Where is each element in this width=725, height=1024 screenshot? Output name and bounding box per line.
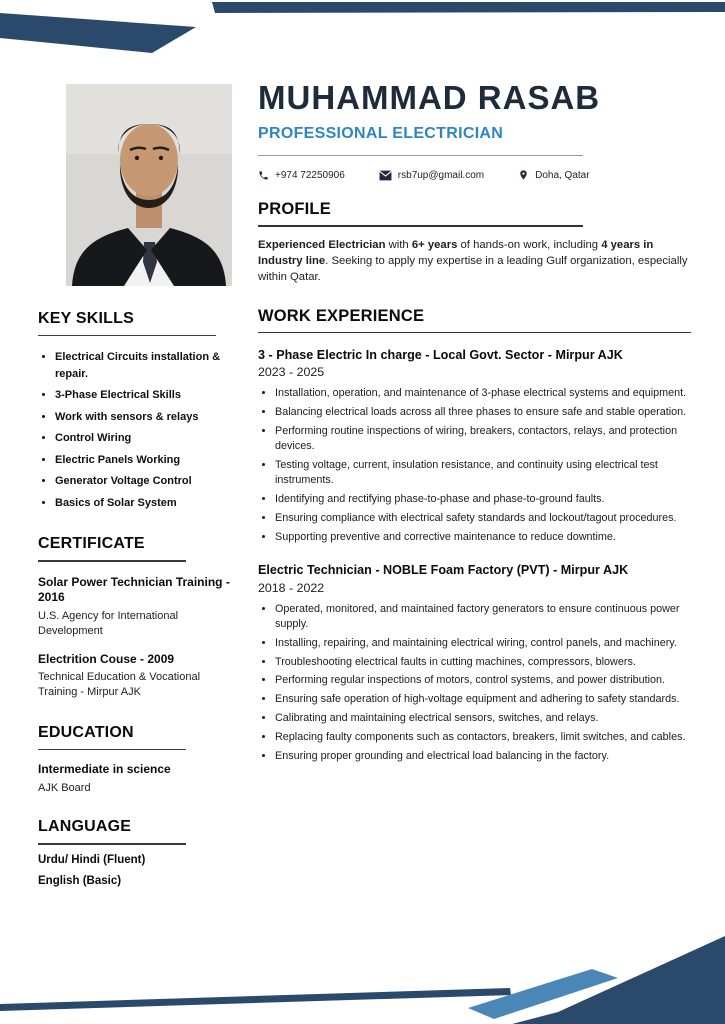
profile-bold-segment: Experienced Electrician xyxy=(258,238,386,251)
profile-bold-segment: 4 years in Industry line xyxy=(258,238,654,267)
skill-item: • Generator Voltage Control xyxy=(55,473,236,490)
job-title: 3 - Phase Electric In charge - Local Govt. Sector - Mirpur AJK xyxy=(258,347,623,362)
skill-item: • Work with sensors & relays xyxy=(55,409,236,426)
job-bullet: • Installation, operation, and maintenance of 3-phase electrical systems and equipment. xyxy=(275,386,694,401)
job-entry xyxy=(258,562,694,764)
header-divider xyxy=(258,155,583,156)
profile-photo xyxy=(66,84,232,286)
certificate-title: Solar Power Technician Training - 2016 xyxy=(38,574,230,605)
key-skills-section xyxy=(38,310,236,511)
certificate-issuer: U.S. Agency for International Development xyxy=(38,609,179,637)
bottom-corner-decoration xyxy=(0,924,725,1024)
top-corner-decoration xyxy=(0,0,725,60)
profile-segment: with xyxy=(385,238,412,251)
phone-icon xyxy=(258,170,269,181)
location-pin-icon xyxy=(518,169,529,181)
job-bullet: • Installing, repairing, and maintaining electrical wiring, control panels, and machinery. xyxy=(275,636,694,651)
job-bullet-list xyxy=(275,386,694,545)
job-bullet: • Performing routine inspections of wiring, breakers, contactors, relays, and protection devices. xyxy=(275,424,694,455)
professional-title: PROFESSIONAL ELECTRICIAN xyxy=(258,125,504,143)
language-section xyxy=(38,818,236,886)
profile-segment: of hands-on work, including xyxy=(457,238,602,251)
job-dates: 2023 - 2025 xyxy=(258,365,325,380)
job-bullet-list xyxy=(275,602,694,764)
language-item: English (Basic) xyxy=(38,874,122,887)
certificate-entry xyxy=(38,652,236,700)
certificate-title: Electrition Couse - 2009 xyxy=(38,651,175,666)
job-bullet: • Supporting preventive and corrective maintenance to reduce downtime. xyxy=(275,530,694,545)
section-divider xyxy=(38,843,186,844)
job-bullet: • Calibrating and maintaining electrical sensors, switches, and relays. xyxy=(275,711,694,726)
section-divider xyxy=(258,225,583,226)
language-heading: LANGUAGE xyxy=(38,818,132,836)
email-icon xyxy=(379,170,392,181)
profile-bold-segment: 6+ years xyxy=(411,238,458,251)
bottom-line xyxy=(0,988,511,1011)
profile-section xyxy=(258,200,694,284)
profile-heading: PROFILE xyxy=(258,200,331,219)
language-item: Urdu/ Hindi (Fluent) xyxy=(38,853,146,866)
profile-segment: . Seeking to apply my expertise in a leading Gulf organization, especially within Qatar. xyxy=(258,254,688,283)
certificate-issuer: Technical Education & Vocational Training - Mirpur AJK xyxy=(38,671,201,699)
skill-item: • Electrical Circuits installation & repair. xyxy=(55,349,236,382)
job-bullet: • Operated, monitored, and maintained factory generators to ensure continuous power supply. xyxy=(275,602,694,633)
key-skills-heading: KEY SKILLS xyxy=(38,310,134,327)
job-bullet: • Ensuring compliance with electrical safety standards and lockout/tagout procedures. xyxy=(275,511,694,526)
education-board: AJK Board xyxy=(38,782,91,795)
job-bullet: • Ensuring safe operation of high-voltage equipment and adhering to safety standards. xyxy=(275,692,694,707)
job-bullet: • Troubleshooting electrical faults in cutting machines, compressors, blowers. xyxy=(275,655,694,670)
section-divider xyxy=(258,332,691,333)
work-experience-section xyxy=(258,307,694,764)
job-title: Electric Technician - NOBLE Foam Factory (PVT) - Mirpur AJK xyxy=(258,563,629,578)
work-experience-heading: WORK EXPERIENCE xyxy=(258,306,425,325)
skill-item: • Control Wiring xyxy=(55,430,236,447)
contact-location-text: Doha, Qatar xyxy=(535,169,590,181)
contact-row xyxy=(258,169,694,181)
job-bullet: • Ensuring proper grounding and electrical load balancing in the factory. xyxy=(275,749,694,764)
section-divider xyxy=(38,560,186,561)
top-bar xyxy=(212,2,725,13)
certificate-heading: CERTIFICATE xyxy=(38,535,145,553)
contact-location xyxy=(518,169,589,181)
skill-item: • 3-Phase Electrical Skills xyxy=(55,387,236,404)
job-bullet: • Identifying and rectifying phase-to-phase and phase-to-ground faults. xyxy=(275,492,694,507)
job-bullet: • Replacing faulty components such as contactors, breakers, limit switches, and cables. xyxy=(275,730,694,745)
contact-phone-text: +974 72250906 xyxy=(275,169,345,181)
profile-text xyxy=(258,237,694,285)
skill-item: • Basics of Solar System xyxy=(55,495,236,512)
job-dates: 2018 - 2022 xyxy=(258,580,325,595)
section-divider xyxy=(38,749,186,750)
skill-item: • Electric Panels Working xyxy=(55,452,236,469)
section-divider xyxy=(38,335,216,336)
sidebar xyxy=(38,84,236,887)
education-section xyxy=(38,724,236,794)
job-bullet: • Testing voltage, current, insulation resistance, and continuity using electrical test instruments. xyxy=(275,458,694,489)
education-heading: EDUCATION xyxy=(38,723,134,741)
job-entry xyxy=(258,347,694,545)
main-column xyxy=(258,80,694,768)
contact-email-text: rsb7up@gmail.com xyxy=(397,169,485,181)
job-bullet: • Balancing electrical loads across all three phases to ensure safe and stable operation. xyxy=(275,405,694,420)
certificate-entry xyxy=(38,575,236,639)
certificate-section xyxy=(38,535,236,700)
job-bullet: • Performing regular inspections of motors, control systems, and power distribution. xyxy=(275,673,694,688)
contact-email xyxy=(379,170,484,181)
top-left-ribbon xyxy=(0,13,196,53)
bottom-corner-shape xyxy=(512,936,725,1024)
skill-list xyxy=(55,349,236,511)
contact-phone xyxy=(258,170,345,181)
education-degree: Intermediate in science xyxy=(38,762,171,777)
person-name: MUHAMMAD RASAB xyxy=(258,79,601,116)
